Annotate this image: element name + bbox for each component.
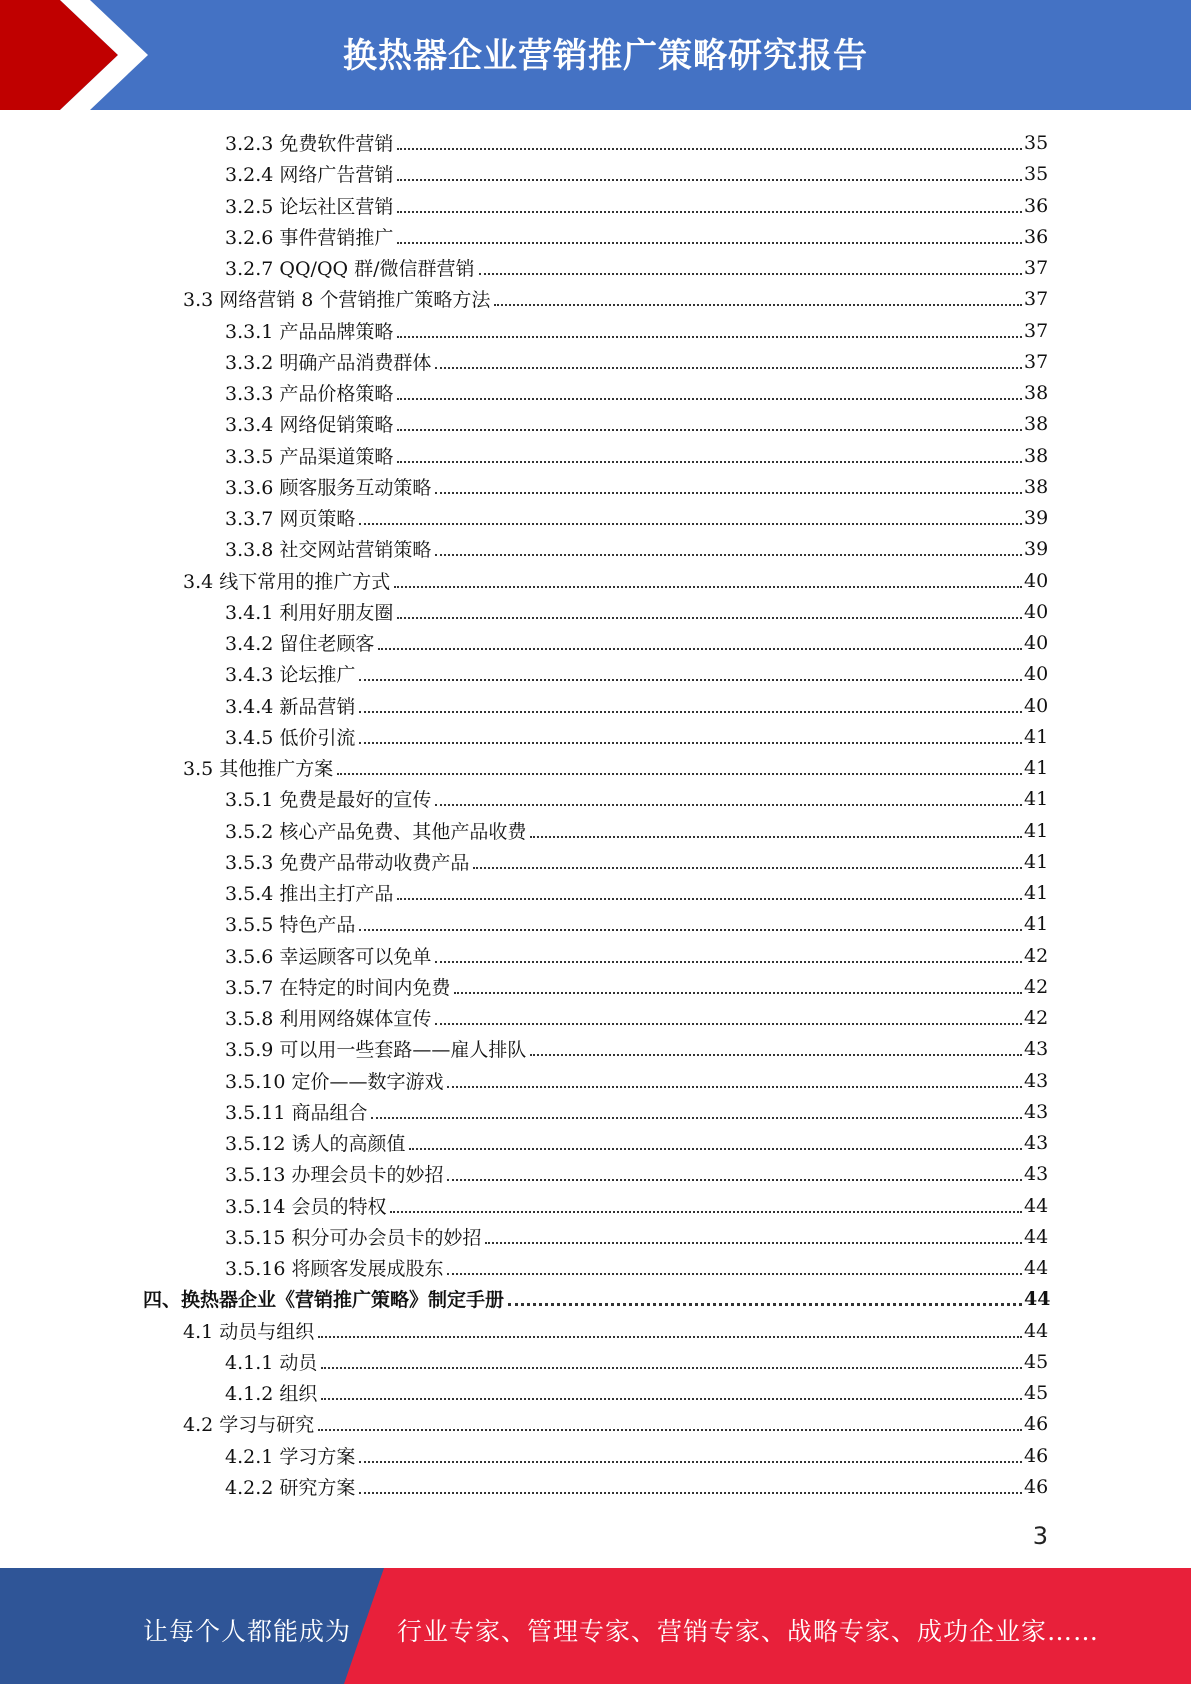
toc-entry-page: 42	[1024, 1006, 1049, 1029]
toc-leader-dots	[397, 148, 1022, 150]
toc-entry-label: 3.5.8 利用网络媒体宣传	[225, 1008, 432, 1030]
toc-entry-page: 44	[1024, 1225, 1049, 1248]
toc-entry-page: 44	[1024, 1194, 1049, 1217]
toc-entry[interactable]	[183, 1408, 1048, 1439]
toc-leader-dots	[397, 429, 1022, 431]
toc-entry-label: 四、换热器企业《营销推广策略》制定手册	[143, 1289, 505, 1311]
toc-entry-page: 41	[1024, 881, 1049, 904]
toc-entry[interactable]	[225, 690, 1048, 721]
toc-entry-page: 40	[1024, 631, 1049, 654]
toc-entry-label: 3.5.7 在特定的时间内免费	[225, 977, 451, 999]
toc-entry[interactable]	[225, 502, 1048, 533]
toc-leader-dots	[378, 648, 1022, 650]
toc-entry-page: 41	[1024, 819, 1049, 842]
toc-entry[interactable]	[225, 1158, 1048, 1189]
toc-entry[interactable]	[225, 127, 1048, 158]
toc-entry-page: 41	[1024, 756, 1049, 779]
toc-entry-label: 3.5.11 商品组合	[225, 1102, 368, 1124]
toc-entry[interactable]	[225, 1346, 1048, 1377]
toc-leader-dots	[397, 461, 1022, 463]
toc-entry-page: 37	[1024, 319, 1049, 342]
toc-entry-label: 4.2.2 研究方案	[225, 1477, 356, 1499]
toc-entry[interactable]	[225, 627, 1048, 658]
toc-leader-dots	[485, 1242, 1022, 1244]
toc-entry-page: 42	[1024, 975, 1049, 998]
toc-entry[interactable]	[225, 158, 1048, 189]
toc-entry-page: 38	[1024, 444, 1049, 467]
toc-entry-label: 3.5.2 核心产品免费、其他产品收费	[225, 821, 527, 843]
toc-entry[interactable]	[225, 440, 1048, 471]
toc-entry-page: 46	[1024, 1412, 1049, 1435]
toc-entry-page: 40	[1024, 694, 1049, 717]
toc-entry[interactable]	[225, 721, 1048, 752]
toc-entry-page: 38	[1024, 475, 1049, 498]
toc-entry[interactable]	[183, 565, 1048, 596]
toc-leader-dots	[359, 523, 1022, 525]
toc-leader-dots	[454, 992, 1022, 994]
toc-leader-dots	[435, 554, 1022, 556]
toc-leader-dots	[397, 398, 1022, 400]
toc-entry-label: 3.2.6 事件营销推广	[225, 227, 394, 249]
toc-leader-dots	[397, 336, 1022, 338]
toc-entry[interactable]	[183, 283, 1048, 314]
toc-leader-dots	[447, 1086, 1022, 1088]
toc-leader-dots	[337, 773, 1022, 775]
toc-entry-page: 44	[1024, 1319, 1049, 1342]
toc-entry-page: 44	[1024, 1287, 1051, 1310]
toc-entry-label: 3.5.13 办理会员卡的妙招	[225, 1164, 444, 1186]
toc-entry-page: 35	[1024, 131, 1049, 154]
toc-entry-label: 3.4.5 低价引流	[225, 727, 356, 749]
toc-leader-dots	[479, 273, 1022, 275]
toc-leader-dots	[359, 742, 1022, 744]
toc-entry-page: 43	[1024, 1069, 1049, 1092]
toc-entry-page: 37	[1024, 287, 1049, 310]
toc-entry-page: 37	[1024, 256, 1049, 279]
toc-entry-page: 43	[1024, 1100, 1049, 1123]
toc-entry-label: 3.3.2 明确产品消费群体	[225, 352, 432, 374]
toc-entry-label: 4.1 动员与组织	[183, 1321, 315, 1343]
toc-leader-dots	[318, 1336, 1022, 1338]
toc-entry[interactable]	[225, 815, 1048, 846]
toc-entry-page: 46	[1024, 1444, 1049, 1467]
toc-leader-dots	[359, 1461, 1022, 1463]
toc-entry-label: 3.5.1 免费是最好的宣传	[225, 789, 432, 811]
toc-entry[interactable]	[225, 971, 1048, 1002]
toc-entry-label: 3.4.2 留住老顾客	[225, 633, 375, 655]
toc-leader-dots	[371, 1117, 1022, 1119]
toc-entry[interactable]	[225, 1127, 1048, 1158]
toc-entry[interactable]	[225, 1096, 1048, 1127]
toc-leader-dots	[397, 179, 1022, 181]
toc-entry[interactable]	[225, 940, 1048, 971]
toc-entry-label: 3.2.4 网络广告营销	[225, 164, 394, 186]
toc-leader-dots	[435, 961, 1022, 963]
toc-entry[interactable]	[225, 1002, 1048, 1033]
toc-entry-label: 4.1.2 组织	[225, 1383, 318, 1405]
toc-entry[interactable]	[225, 877, 1048, 908]
toc-leader-dots	[494, 304, 1022, 306]
toc-entry-page: 41	[1024, 912, 1049, 935]
toc-entry[interactable]	[225, 221, 1048, 252]
toc-entry[interactable]	[225, 346, 1048, 377]
toc-leader-dots	[473, 867, 1022, 869]
toc-entry-page: 36	[1024, 194, 1049, 217]
toc-entry-page: 39	[1024, 506, 1049, 529]
toc-entry-label: 3.3.5 产品渠道策略	[225, 446, 394, 468]
toc-entry-page: 38	[1024, 381, 1049, 404]
toc-entry-page: 40	[1024, 662, 1049, 685]
toc-entry-label: 3.5.4 推出主打产品	[225, 883, 394, 905]
toc-leader-dots	[435, 367, 1022, 369]
toc-entry-page: 43	[1024, 1037, 1049, 1060]
toc-entry-page: 38	[1024, 412, 1049, 435]
toc-entry-page: 40	[1024, 600, 1049, 623]
toc-leader-dots	[359, 711, 1022, 713]
page-header	[0, 0, 1191, 110]
toc-entry[interactable]	[225, 1065, 1048, 1096]
toc-entry[interactable]	[225, 596, 1048, 627]
toc-entry-label: 3.5.9 可以用一些套路——雇人排队	[225, 1039, 527, 1061]
toc-entry-label: 3.3.7 网页策略	[225, 508, 356, 530]
toc-entry-page: 43	[1024, 1162, 1049, 1185]
toc-entry-label: 3.2.3 免费软件营销	[225, 133, 394, 155]
toc-entry-label: 3.5.12 诱人的高颜值	[225, 1133, 406, 1155]
toc-leader-dots	[435, 1023, 1022, 1025]
toc-entry[interactable]	[225, 377, 1048, 408]
toc-entry[interactable]	[225, 1377, 1048, 1408]
toc-entry-label: 3.5.5 特色产品	[225, 914, 356, 936]
toc-entry-label: 3.4 线下常用的推广方式	[183, 571, 391, 593]
toc-entry-page: 40	[1024, 569, 1049, 592]
toc-entry[interactable]	[225, 1033, 1048, 1064]
toc-leader-dots	[359, 1492, 1022, 1494]
toc-leader-dots	[321, 1367, 1022, 1369]
toc-entry[interactable]	[225, 1252, 1048, 1283]
toc-entry-label: 3.3.6 顾客服务互动策略	[225, 477, 432, 499]
toc-leader-dots	[359, 679, 1022, 681]
toc-entry[interactable]	[225, 408, 1048, 439]
toc-leader-dots	[318, 1429, 1022, 1431]
toc-entry-label: 3.3 网络营销 8 个营销推广策略方法	[183, 289, 491, 311]
toc-entry[interactable]	[225, 658, 1048, 689]
toc-entry[interactable]	[225, 1190, 1048, 1221]
toc-entry-label: 3.5.15 积分可办会员卡的妙招	[225, 1227, 482, 1249]
toc-entry[interactable]	[225, 1440, 1048, 1471]
toc-entry-page: 37	[1024, 350, 1049, 373]
toc-leader-dots	[359, 929, 1022, 931]
toc-entry[interactable]	[183, 1315, 1048, 1346]
toc-entry-label: 3.5.3 免费产品带动收费产品	[225, 852, 470, 874]
toc-leader-dots	[394, 586, 1022, 588]
toc-entry-label: 3.3.3 产品价格策略	[225, 383, 394, 405]
toc-entry[interactable]	[225, 471, 1048, 502]
toc-entry-page: 45	[1024, 1381, 1049, 1404]
toc-entry-label: 3.3.1 产品品牌策略	[225, 321, 394, 343]
toc-leader-dots	[530, 836, 1022, 838]
toc-entry[interactable]	[143, 1283, 1051, 1314]
toc-entry-label: 3.5.10 定价——数字游戏	[225, 1071, 444, 1093]
toc-entry-label: 3.2.7 QQ/QQ 群/微信群营销	[225, 258, 475, 280]
footer-slogan-right: 行业专家、管理专家、营销专家、战略专家、成功企业家……	[397, 1617, 1100, 1646]
toc-leader-dots	[397, 211, 1022, 213]
toc-entry-label: 3.3.8 社交网站营销策略	[225, 539, 432, 561]
toc-entry[interactable]	[225, 908, 1048, 939]
toc-entry-page: 39	[1024, 537, 1049, 560]
toc-entry[interactable]	[225, 1471, 1048, 1502]
toc-leader-dots	[321, 1398, 1022, 1400]
toc-leader-dots	[447, 1179, 1022, 1181]
toc-leader-dots	[447, 1273, 1022, 1275]
toc-entry-page: 44	[1024, 1256, 1049, 1279]
toc-entry[interactable]	[183, 752, 1048, 783]
toc-entry[interactable]	[225, 1221, 1048, 1252]
page-footer	[0, 1568, 1191, 1684]
toc-entry-page: 41	[1024, 850, 1049, 873]
toc-leader-dots	[397, 617, 1022, 619]
toc-entry-label: 3.4.4 新品营销	[225, 696, 356, 718]
toc-entry-label: 3.4.3 论坛推广	[225, 664, 356, 686]
toc-entry-label: 3.5 其他推广方案	[183, 758, 334, 780]
toc-entry-page: 43	[1024, 1131, 1049, 1154]
toc-entry[interactable]	[225, 190, 1048, 221]
toc-entry-label: 3.5.6 幸运顾客可以免单	[225, 946, 432, 968]
page-number: 3	[1032, 1522, 1048, 1550]
toc-entry-page: 41	[1024, 787, 1049, 810]
footer-slogan-left: 让每个人都能成为	[143, 1617, 352, 1646]
toc-leader-dots	[390, 1211, 1022, 1213]
toc-entry-page: 36	[1024, 225, 1049, 248]
toc-entry-page: 35	[1024, 162, 1049, 185]
toc-entry[interactable]	[225, 533, 1048, 564]
toc-entry-page: 41	[1024, 725, 1049, 748]
toc-entry[interactable]	[225, 315, 1048, 346]
toc-leader-dots	[530, 1054, 1022, 1056]
toc-leader-dots	[435, 492, 1022, 494]
toc-entry[interactable]	[225, 783, 1048, 814]
toc-entry-page: 45	[1024, 1350, 1049, 1373]
toc-leader-dots	[409, 1148, 1022, 1150]
toc-entry[interactable]	[225, 846, 1048, 877]
toc-leader-dots	[435, 804, 1022, 806]
toc-leader-dots	[397, 242, 1022, 244]
toc-entry-label: 3.2.5 论坛社区营销	[225, 196, 394, 218]
toc-entry-page: 42	[1024, 944, 1049, 967]
toc-entry-page: 46	[1024, 1475, 1049, 1498]
toc-entry-label: 3.3.4 网络促销策略	[225, 414, 394, 436]
toc-entry-label: 4.2.1 学习方案	[225, 1446, 356, 1468]
document-title: 换热器企业营销推广策略研究报告	[343, 36, 868, 76]
toc-leader-dots	[397, 898, 1022, 900]
toc-entry-label: 4.2 学习与研究	[183, 1414, 315, 1436]
toc-entry[interactable]	[225, 252, 1048, 283]
toc-entry-label: 3.5.14 会员的特权	[225, 1196, 387, 1218]
toc-entry-label: 4.1.1 动员	[225, 1352, 318, 1374]
toc-entry-label: 3.5.16 将顾客发展成股东	[225, 1258, 444, 1280]
toc-entry-label: 3.4.1 利用好朋友圈	[225, 602, 394, 624]
toc-leader-dots	[508, 1303, 1022, 1306]
